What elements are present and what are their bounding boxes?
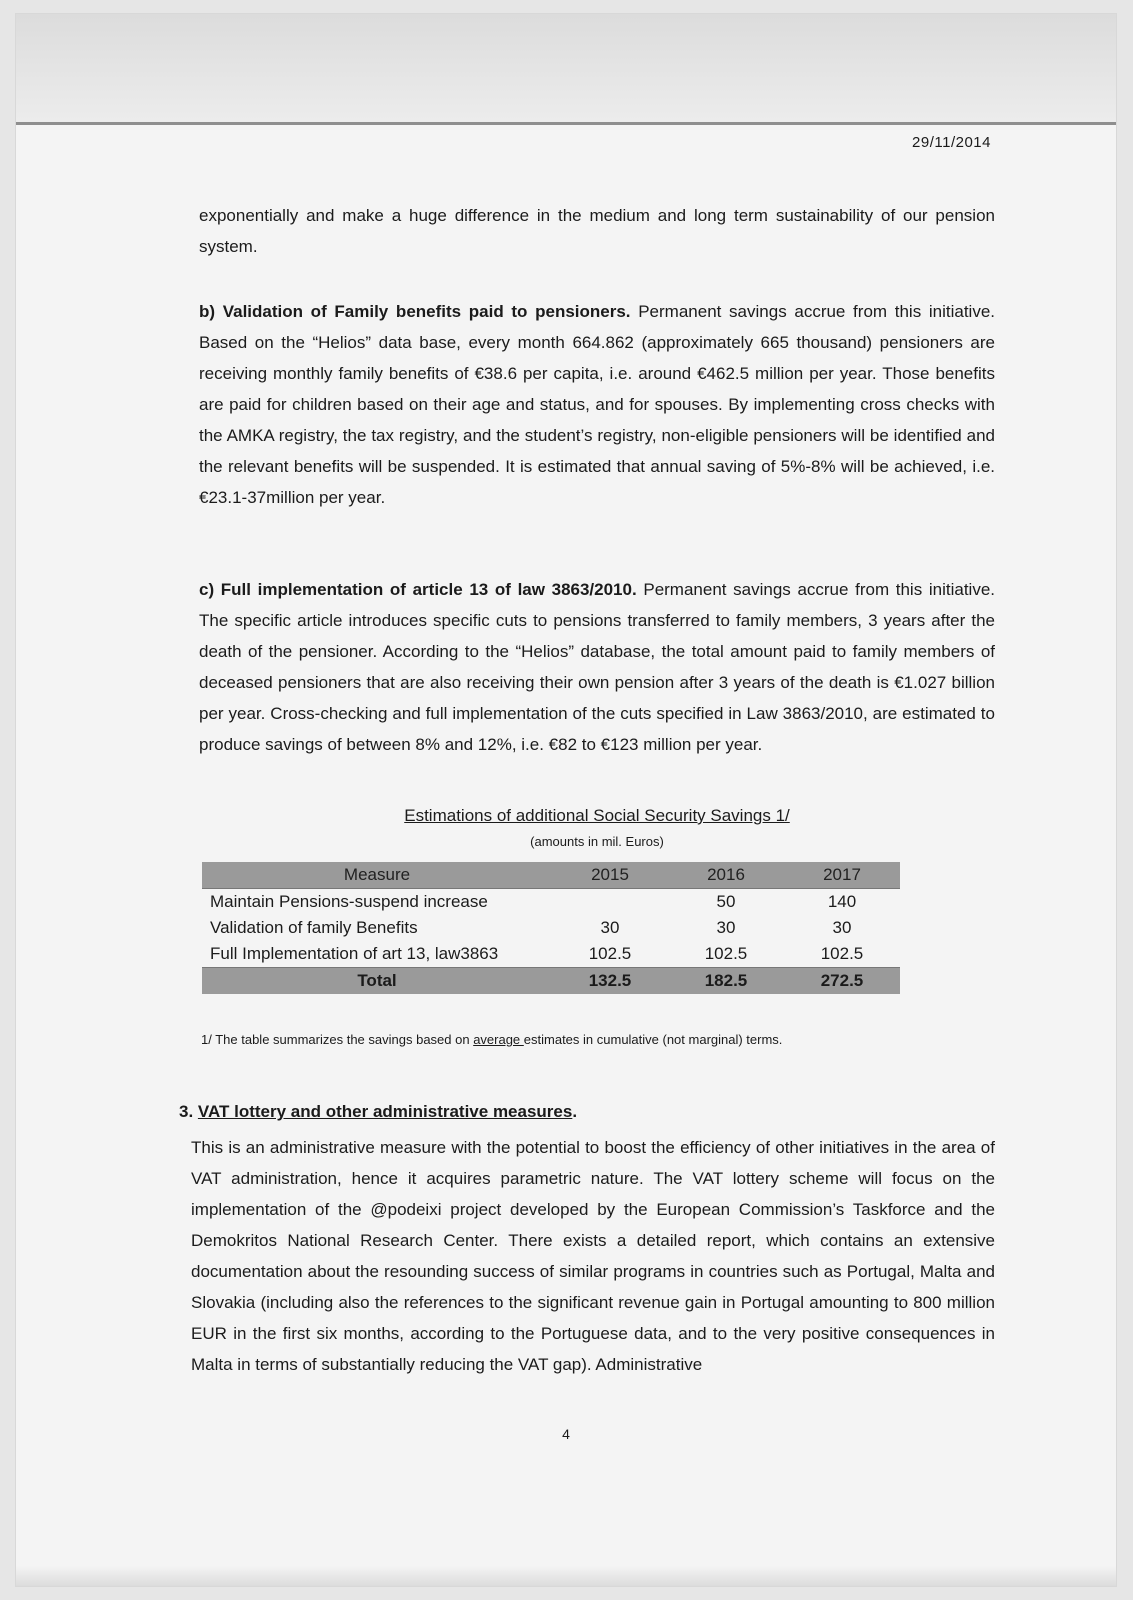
- table-total-row: [202, 968, 900, 995]
- table-row: [202, 915, 900, 941]
- header-2015: 2015: [552, 862, 668, 889]
- family-benefits-text: Permanent savings accrue from this initiative. Based on the “Helios” data base, every month 664.862 (approximately 665 thousand) pensioners are receiving monthly family benefits of €38.6 per capita, i.e. around €462.5 million per year. Those benefits are paid for children based on their age and status, and for spouses. By implementing cross checks with the AMKA registry, the tax registry, and the student’s registry, non-eligible pensioners will be identified and the relevant benefits will be suspended. It is estimated that annual saving of 5%-8% will be achieved, i.e. €23.1-37million per year.: [199, 302, 996, 507]
- paragraph-vat-lottery: This is an administrative measure with the potential to boost the efficiency of other initiatives in the area of VAT administration, hence it acquires parametric nature. The VAT lottery scheme will focus on the implementation of the @podeixi project developed by the European Commission’s Taskforce and the Demokritos National Research Center. There exists a detailed report, which contains an extensive documentation about the resounding success of similar programs in countries such as Portugal, Malta and Slovakia (including also the references to the significant revenue gain in Portugal amounting to 800 million EUR in the first six months, according to the Portuguese data, and to the very positive consequences in Malta in terms of substantially reducing the VAT gap). Administrative: [191, 1138, 995, 1374]
- paragraph-intro: exponentially and make a huge difference in the medium and long term sustainability of our pension system.: [199, 206, 995, 256]
- row-measure: Validation of family Benefits: [210, 918, 418, 937]
- table-header-row: [202, 862, 900, 889]
- table-title: Estimations of additional Social Security Savings 1/: [404, 806, 790, 825]
- row-value: 30: [600, 918, 620, 937]
- row-value: 50: [716, 892, 736, 911]
- header-2016: 2016: [668, 862, 784, 889]
- row-value: 102.5: [588, 944, 632, 963]
- savings-table: [202, 862, 900, 994]
- table-footnote: 1/ The table summarizes the savings based on average estimates in cumulative (not marginal) terms.: [201, 1032, 783, 1047]
- family-benefits-heading: b) Validation of Family benefits paid to pensioners.: [199, 302, 631, 321]
- total-2016: 182.5: [668, 968, 784, 995]
- paragraph-family-benefits: [199, 296, 995, 513]
- row-value: 140: [827, 892, 857, 911]
- table-row: [202, 889, 900, 916]
- table-subtitle: (amounts in mil. Euros): [530, 834, 664, 849]
- scan-bottom-shade: [16, 1566, 1116, 1586]
- header-rule: [16, 122, 1116, 125]
- header-2017: 2017: [784, 862, 900, 889]
- row-value: 30: [716, 918, 736, 937]
- section-3-title: 3. VAT lottery and other administrative measures.: [179, 1102, 578, 1121]
- row-measure: Full Implementation of art 13, law3863: [210, 944, 499, 963]
- page-number: 4: [562, 1426, 570, 1442]
- table-row: [202, 941, 900, 968]
- row-value: [552, 889, 668, 916]
- article-13-heading: c) Full implementation of article 13 of law 3863/2010.: [199, 580, 637, 599]
- document-date: 29/11/2014: [912, 134, 991, 151]
- article-13-text: Permanent savings accrue from this initiative. The specific article introduces specific cuts to pensions transferred to family members, 3 years after the death of the pensioner. According to the “Helios” database, the total amount paid to family members of deceased pensioners that are also receiving their own pension after 3 years of the death is €1.027 billion per year. Cross-checking and full implementation of the cuts specified in Law 3863/2010, are estimated to produce savings of between 8% and 12%, i.e. €82 to €123 million per year.: [199, 580, 995, 754]
- row-value: 102.5: [704, 944, 748, 963]
- total-label: Total: [202, 968, 552, 995]
- row-value: 30: [832, 918, 852, 937]
- total-2015: 132.5: [552, 968, 668, 995]
- total-2017: 272.5: [784, 968, 900, 995]
- document-page: [16, 14, 1116, 1586]
- paragraph-article-13: [199, 574, 995, 760]
- scan-top-band: [16, 14, 1116, 122]
- header-measure: Measure: [202, 862, 552, 889]
- row-value: 102.5: [820, 944, 864, 963]
- row-measure: Maintain Pensions-suspend increase: [210, 892, 488, 911]
